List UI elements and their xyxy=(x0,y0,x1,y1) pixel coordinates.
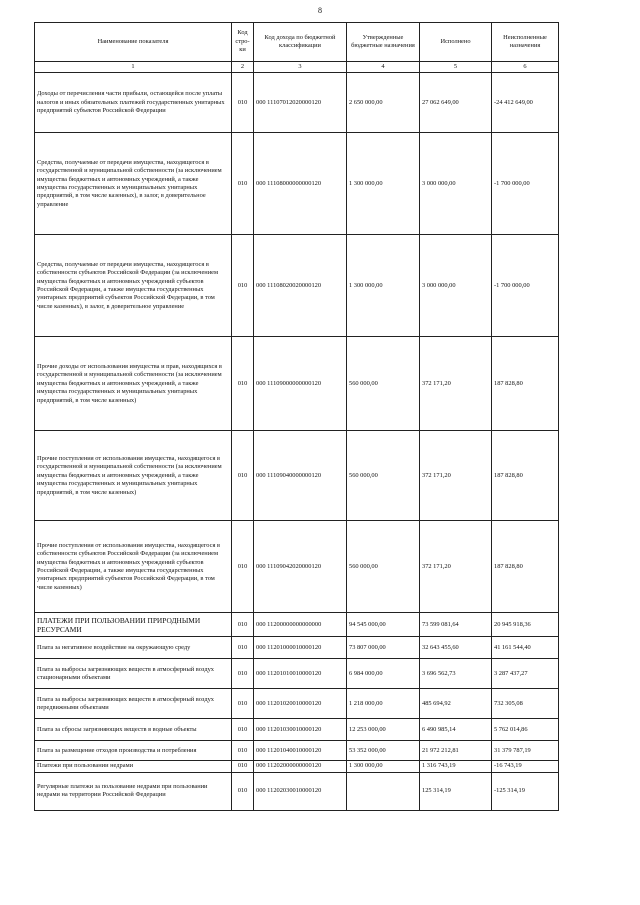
row-name: Доходы от перечисления части прибыли, остающейся после уплаты налогов и иных обязательных платежей государственных унитарных предприятий субъектов Российской Федерации xyxy=(35,73,232,133)
header-name: Наименование показателя xyxy=(35,23,232,62)
column-number-row xyxy=(35,62,559,73)
table-row xyxy=(35,235,559,337)
row-name: Платежи при пользовании недрами xyxy=(35,761,232,772)
col-number: 1 xyxy=(35,62,232,73)
row-name: Прочие поступления от использования имущества, находящегося в государственной и муниципальной собственности (за исключением имущества бюджетных и автономных учреждений, а также имущества государственных и муниципальных унитарных предприятий, в том числе казенных) xyxy=(35,431,232,521)
row-unexecuted: -16 743,19 xyxy=(492,761,559,772)
row-approved: 73 807 000,00 xyxy=(347,637,420,659)
row-executed: 32 643 455,60 xyxy=(420,637,492,659)
row-code: 010 xyxy=(232,772,254,810)
row-unexecuted: 41 161 544,40 xyxy=(492,637,559,659)
row-executed: 73 599 081,64 xyxy=(420,613,492,637)
header-unexecuted: Неисполненные назначения xyxy=(492,23,559,62)
table-row xyxy=(35,431,559,521)
row-unexecuted: -1 700 000,00 xyxy=(492,235,559,337)
table-row xyxy=(35,613,559,637)
table-row xyxy=(35,637,559,659)
row-name: Средства, получаемые от передачи имущества, находящегося в собственности субъектов Российской Федерации (за исключением имущества бюджетных и автономных учреждений субъектов Российской Федерации, а также имущества государственных унитарных предприятий субъектов Российской Федерации, в том числе казенных), в залог, в доверительное управление xyxy=(35,235,232,337)
row-executed: 3 000 000,00 xyxy=(420,235,492,337)
header-executed: Исполнено xyxy=(420,23,492,62)
row-unexecuted: -1 700 000,00 xyxy=(492,133,559,235)
col-number: 3 xyxy=(254,62,347,73)
row-executed: 3 696 562,73 xyxy=(420,659,492,689)
row-name: Плата за размещение отходов производства и потребления xyxy=(35,741,232,761)
row-kbk: 000 11201000010000120 xyxy=(254,637,347,659)
row-executed: 125 314,19 xyxy=(420,772,492,810)
header-code: Код стро-ки xyxy=(232,23,254,62)
table-row xyxy=(35,741,559,761)
table-row xyxy=(35,133,559,235)
col-number: 6 xyxy=(492,62,559,73)
row-kbk: 000 11202030010000120 xyxy=(254,772,347,810)
row-approved: 94 545 000,00 xyxy=(347,613,420,637)
row-name: Средства, получаемые от передачи имущества, находящегося в государственной и муниципальной собственности (за исключением имущества бюджетных и автономных учреждений, а также имущества государственных и муниципальных унитарных предприятий, в том числе казенных), в залог, в доверительное управление xyxy=(35,133,232,235)
table-row xyxy=(35,761,559,772)
row-code: 010 xyxy=(232,719,254,741)
row-code: 010 xyxy=(232,431,254,521)
row-unexecuted: 187 828,80 xyxy=(492,521,559,613)
table-row xyxy=(35,73,559,133)
row-name: Регулярные платежи за пользование недрами при пользовании недрами на территории Российской Федерации xyxy=(35,772,232,810)
row-code: 010 xyxy=(232,637,254,659)
row-kbk: 000 11107012020000120 xyxy=(254,73,347,133)
row-name: Плата за выбросы загрязняющих веществ в атмосферный воздух стационарными объектами xyxy=(35,659,232,689)
row-name: Плата за негативное воздействие на окружающую среду xyxy=(35,637,232,659)
row-code: 010 xyxy=(232,337,254,431)
row-name: Прочие поступления от использования имущества, находящегося в собственности субъектов Российской Федерации (за исключением имущества бюджетных и автономных учреждений субъектов Российской Федерации, а также имущества государственных унитарных предприятий субъектов Российской Федерации, в том числе казенных) xyxy=(35,521,232,613)
row-code: 010 xyxy=(232,659,254,689)
row-code: 010 xyxy=(232,689,254,719)
row-code: 010 xyxy=(232,73,254,133)
row-executed: 372 171,20 xyxy=(420,337,492,431)
row-name: ПЛАТЕЖИ ПРИ ПОЛЬЗОВАНИИ ПРИРОДНЫМИ РЕСУРСАМИ xyxy=(35,613,232,637)
row-code: 010 xyxy=(232,761,254,772)
row-code: 010 xyxy=(232,133,254,235)
row-kbk: 000 11109000000000120 xyxy=(254,337,347,431)
row-approved: 560 000,00 xyxy=(347,521,420,613)
row-unexecuted: 3 287 437,27 xyxy=(492,659,559,689)
header-row xyxy=(35,23,559,62)
row-kbk: 000 11201010010000120 xyxy=(254,659,347,689)
row-unexecuted: -24 412 649,00 xyxy=(492,73,559,133)
row-kbk: 000 11109040000000120 xyxy=(254,431,347,521)
row-code: 010 xyxy=(232,741,254,761)
table-row xyxy=(35,689,559,719)
row-name: Плата за сбросы загрязняющих веществ в водные объекты xyxy=(35,719,232,741)
row-executed: 6 490 985,14 xyxy=(420,719,492,741)
row-executed: 3 000 000,00 xyxy=(420,133,492,235)
col-number: 4 xyxy=(347,62,420,73)
table-row xyxy=(35,659,559,689)
row-kbk: 000 11201020010000120 xyxy=(254,689,347,719)
row-approved: 1 218 000,00 xyxy=(347,689,420,719)
row-executed: 21 972 212,81 xyxy=(420,741,492,761)
row-unexecuted: 187 828,80 xyxy=(492,337,559,431)
row-approved: 560 000,00 xyxy=(347,337,420,431)
row-approved: 2 650 000,00 xyxy=(347,73,420,133)
row-unexecuted: 732 305,08 xyxy=(492,689,559,719)
row-approved: 6 984 000,00 xyxy=(347,659,420,689)
row-approved: 1 300 000,00 xyxy=(347,235,420,337)
row-kbk: 000 11201030010000120 xyxy=(254,719,347,741)
row-executed: 372 171,20 xyxy=(420,431,492,521)
row-executed: 485 694,92 xyxy=(420,689,492,719)
row-executed: 27 062 649,00 xyxy=(420,73,492,133)
row-kbk: 000 11108020020000120 xyxy=(254,235,347,337)
table-row xyxy=(35,772,559,810)
page-number: 8 xyxy=(318,6,322,15)
row-kbk: 000 11202000000000120 xyxy=(254,761,347,772)
row-approved: 53 352 000,00 xyxy=(347,741,420,761)
header-kbk: Код дохода по бюджетной классификации xyxy=(254,23,347,62)
row-name: Прочие доходы от использования имущества и прав, находящихся в государственной и муниципальной собственности (за исключением имущества бюджетных и автономных учреждений, а также имущества государственных и муниципальных унитарных предприятий, в том числе казенных) xyxy=(35,337,232,431)
row-kbk: 000 11200000000000000 xyxy=(254,613,347,637)
table-row xyxy=(35,521,559,613)
header-approved: Утвержденные бюджетные назначения xyxy=(347,23,420,62)
row-unexecuted: 31 379 787,19 xyxy=(492,741,559,761)
row-unexecuted: 5 762 014,86 xyxy=(492,719,559,741)
row-unexecuted: 20 945 918,36 xyxy=(492,613,559,637)
row-kbk: 000 11109042020000120 xyxy=(254,521,347,613)
row-name: Плата за выбросы загрязняющих веществ в атмосферный воздух передвижными объектами xyxy=(35,689,232,719)
row-approved: 560 000,00 xyxy=(347,431,420,521)
row-code: 010 xyxy=(232,613,254,637)
row-approved xyxy=(347,772,420,810)
row-code: 010 xyxy=(232,521,254,613)
row-approved: 1 300 000,00 xyxy=(347,133,420,235)
row-approved: 1 300 000,00 xyxy=(347,761,420,772)
row-approved: 12 253 000,00 xyxy=(347,719,420,741)
col-number: 2 xyxy=(232,62,254,73)
row-unexecuted: 187 828,80 xyxy=(492,431,559,521)
income-table xyxy=(34,22,559,811)
row-executed: 372 171,20 xyxy=(420,521,492,613)
row-unexecuted: -125 314,19 xyxy=(492,772,559,810)
col-number: 5 xyxy=(420,62,492,73)
row-kbk: 000 11201040010000120 xyxy=(254,741,347,761)
table-row xyxy=(35,337,559,431)
row-code: 010 xyxy=(232,235,254,337)
table-row xyxy=(35,719,559,741)
row-kbk: 000 11108000000000120 xyxy=(254,133,347,235)
row-executed: 1 316 743,19 xyxy=(420,761,492,772)
